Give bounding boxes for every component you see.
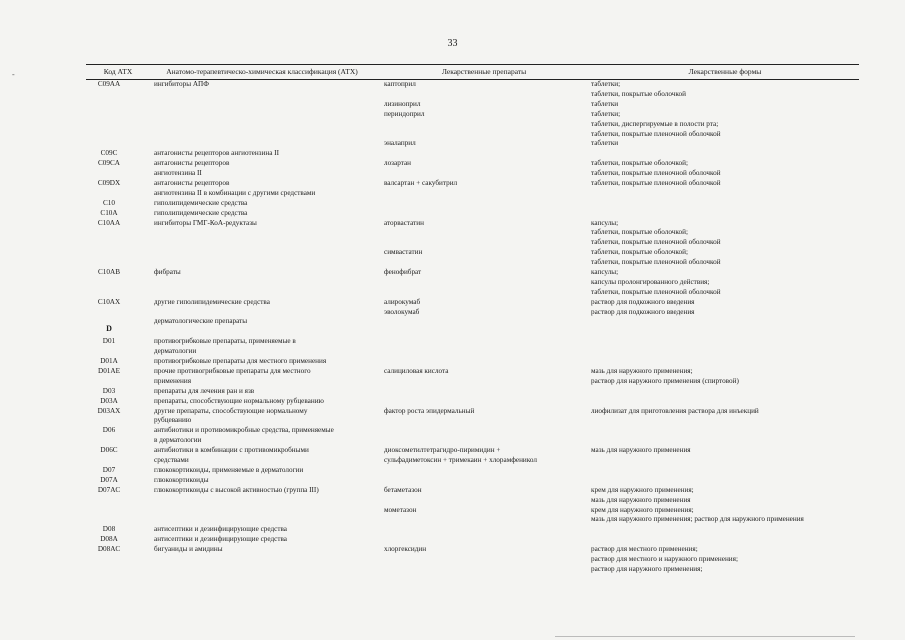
dosage-form-cell: капсулы; капсулы пролонгированного действия; таблетки, покрытые пленочной оболочкой — [591, 268, 721, 296]
classification-cell: фибраты — [154, 268, 181, 277]
drug-cell: симвастатин — [384, 248, 423, 257]
table-row — [86, 209, 859, 219]
drug-cell: алирокумаб — [384, 297, 421, 306]
classification-cell: другие препараты, способствующие нормальному рубцеванию — [154, 406, 308, 425]
atc-code: C10AX — [97, 297, 121, 306]
page-number: 33 — [447, 38, 458, 49]
table-row — [86, 317, 859, 337]
table-row — [86, 486, 859, 506]
atc-code: C10AA — [97, 218, 121, 227]
classification-cell: антагонисты рецепторов ангиотензина II — [154, 159, 230, 178]
table-row — [86, 80, 859, 100]
dosage-form-cell: раствор для местного применения; раствор для местного и наружного применения; раствор для наружного применения; — [591, 545, 738, 573]
drug-cell: хлоргексидин — [384, 545, 427, 554]
table-row — [86, 298, 859, 308]
classification-cell: гиполипидемические средства — [154, 208, 248, 217]
drug-cell: фактор роста эпидермальный — [384, 406, 475, 415]
table-row — [86, 387, 859, 397]
table-row — [86, 525, 859, 535]
atc-code: C09C — [100, 149, 118, 158]
classification-cell: антагонисты рецепторов ангиотензина II в комбинации с другими средствами — [154, 178, 316, 197]
classification-cell: гиполипидемические средства — [154, 198, 248, 207]
drug-cell: периндоприл — [384, 109, 425, 118]
table-row — [86, 407, 859, 427]
margin-mark: - — [12, 70, 15, 79]
classification-cell: антагонисты рецепторов ангиотензина II — [154, 149, 279, 158]
table-row — [86, 506, 859, 526]
table-row — [86, 248, 859, 268]
classification-cell: ингибиторы ГМГ-КоА-редуктазы — [154, 218, 257, 227]
dosage-form-cell: мазь для наружного применения; раствор для наружного применения (спиртовой) — [591, 366, 739, 385]
table-row — [86, 110, 859, 140]
dosage-form-cell: таблетки, покрытые оболочкой; таблетки, покрытые пленочной оболочкой — [591, 159, 721, 178]
drug-cell: салициловая кислота — [384, 366, 449, 375]
classification-cell: глюкокортикоиды, применяемые в дерматологии — [154, 465, 304, 474]
atc-code: D03AX — [97, 406, 121, 415]
dosage-form-cell: раствор для подкожного введения — [591, 307, 695, 316]
atc-code: D06C — [100, 446, 118, 455]
atc-code: C10A — [100, 208, 118, 217]
classification-cell: препараты для лечения ран и язв — [154, 386, 255, 395]
atc-code: D03 — [102, 386, 116, 395]
atc-code: C09AA — [97, 80, 121, 88]
table-row — [86, 159, 859, 179]
atc-code: C09CA — [98, 159, 120, 168]
dosage-form-cell: мазь для наружного применения — [591, 446, 691, 455]
dosage-form-cell: крем для наружного применения; мазь для наружного применения; раствор для наружного применения — [591, 505, 804, 524]
atc-code: D01 — [102, 337, 116, 346]
atc-code: D07 — [102, 465, 116, 474]
classification-cell: прочие противогрибковые препараты для местного применения — [154, 366, 311, 385]
table-row — [86, 426, 859, 446]
atc-code: D01AE — [98, 366, 120, 375]
drug-cell: лозартан — [384, 159, 411, 168]
header-classification: Анатомо-терапевтическо-химическая классификация (АТХ) — [166, 67, 358, 76]
dosage-form-cell: таблетки — [591, 139, 619, 148]
header-code: Код АТХ — [103, 67, 133, 76]
classification-cell: антибиотики и противомикробные средства, применяемые в дерматологии — [154, 426, 334, 445]
dosage-form-cell: капсулы; таблетки, покрытые оболочкой; таблетки, покрытые пленочной оболочкой — [591, 218, 721, 247]
dosage-form-cell: таблетки; таблетки, покрытые оболочкой — [591, 80, 686, 98]
atc-code: D07A — [100, 475, 118, 484]
classification-cell: другие гиполипидемические средства — [154, 297, 270, 306]
classification-cell: дерматологические препараты — [154, 317, 248, 326]
table-row — [86, 308, 859, 318]
classification-cell: ингибиторы АПФ — [154, 80, 209, 88]
classification-cell: противогрибковые препараты для местного применения — [154, 357, 327, 366]
dosage-form-cell: таблетки, покрытые оболочкой; таблетки, покрытые пленочной оболочкой — [591, 248, 721, 267]
classification-cell: глюкокортикоиды с высокой активностью (группа III) — [154, 485, 319, 494]
atc-code: D08 — [102, 525, 116, 534]
table-row — [86, 535, 859, 545]
atc-code: D08AC — [97, 545, 121, 554]
drug-cell: эналаприл — [384, 139, 416, 148]
dosage-form-cell: таблетки — [591, 99, 619, 108]
drug-cell: каптоприл — [384, 80, 416, 88]
atc-code: C10AB — [98, 268, 120, 277]
table-row — [86, 199, 859, 209]
dosage-form-cell: крем для наружного применения; мазь для наружного применения — [591, 485, 694, 504]
table-row — [86, 149, 859, 159]
table-body — [86, 80, 859, 575]
table-row — [86, 476, 859, 486]
atc-code: D01A — [100, 357, 118, 366]
table-row — [86, 466, 859, 476]
classification-cell: антисептики и дезинфицирующие средства — [154, 535, 287, 544]
table-row — [86, 357, 859, 367]
table-row — [86, 397, 859, 407]
dosage-form-cell: раствор для подкожного введения — [591, 297, 695, 306]
drug-cell: бетаметазон — [384, 485, 422, 494]
dosage-form-cell: таблетки, покрытые пленочной оболочкой — [591, 178, 721, 187]
classification-cell: препараты, способствующие нормальному рубцеванию — [154, 396, 324, 405]
table-row — [86, 139, 859, 149]
drug-cell: диоксометилтетрагидро-пиримидин + сульфадиметоксин + тримекаин + хлорамфеникол — [384, 446, 537, 465]
table-row — [86, 367, 859, 387]
header-forms: Лекарственные формы — [688, 67, 762, 76]
classification-cell: противогрибковые препараты, применяемые в дерматологии — [154, 337, 296, 356]
header-drugs: Лекарственные препараты — [441, 67, 527, 76]
atc-code: D07AC — [97, 485, 121, 494]
table-row — [86, 268, 859, 298]
atc-code: D06 — [102, 426, 116, 435]
table-row — [86, 179, 859, 199]
drug-cell: валсартан + сакубитрил — [384, 178, 458, 187]
drug-cell: мометазон — [384, 505, 417, 514]
atc-code: C10 — [103, 198, 115, 207]
atc-code: D — [106, 324, 112, 334]
atc-code: D03A — [100, 396, 118, 405]
atc-table — [86, 64, 859, 575]
drug-cell: фенофибрат — [384, 268, 422, 277]
table-row — [86, 446, 859, 466]
drug-cell: эволокумаб — [384, 307, 420, 316]
classification-cell: антисептики и дезинфицирующие средства — [154, 525, 287, 534]
classification-cell: антибиотики в комбинации с противомикробными средствами — [154, 446, 309, 465]
atc-code: D08A — [100, 535, 118, 544]
drug-cell: лизиноприл — [384, 99, 421, 108]
drug-cell: аторвастатин — [384, 218, 424, 227]
classification-cell: бигуаниды и амидины — [154, 545, 223, 554]
table-header — [86, 64, 859, 80]
table-row — [86, 100, 859, 110]
table-row — [86, 545, 859, 575]
classification-cell: глюкокортикоиды — [154, 475, 209, 484]
atc-code: C09DX — [97, 178, 121, 187]
table-row — [86, 219, 859, 249]
dosage-form-cell: таблетки; таблетки, диспергируемые в полости рта; таблетки, покрытые пленочной оболочкой — [591, 109, 721, 138]
table-row — [86, 337, 859, 357]
bottom-rule — [555, 636, 855, 637]
dosage-form-cell: лиофилизат для приготовления раствора для инъекций — [591, 406, 759, 415]
